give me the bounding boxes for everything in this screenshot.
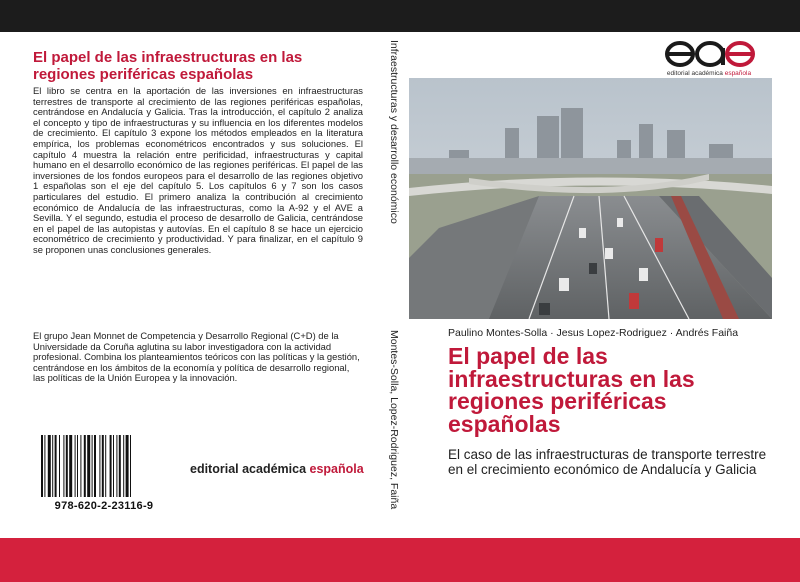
logo-caption-main: editorial académica — [666, 70, 725, 77]
top-band — [0, 0, 800, 32]
spine — [367, 32, 407, 538]
logo-caption — [649, 70, 769, 77]
back-publisher-name — [190, 462, 364, 476]
barcode — [33, 430, 175, 518]
logo-caption-accent: española — [724, 70, 752, 77]
bottom-band — [0, 538, 800, 582]
publisher-accent: española — [309, 462, 364, 476]
back-cover-about: El grupo Jean Monnet de Competencia y Desarrollo Regional (C+D) de la Universidade da Coruña aglutina su labor investigadora con la actividad profesional. Combina los planteamientos teóricos con las políticas y la gestión, centrándose en los ámbitos de la economía y política de desarrollo regional, las políticas de la Unión Europea y la innovación. — [33, 330, 360, 384]
cover-photo-highway — [409, 78, 772, 319]
front-authors: Paulino Montes-Solla · Jesus Lopez-Rodriguez · Andrés Faiña — [448, 327, 739, 339]
back-cover-blurb: El libro se centra en la aportación de las inversiones en infraestructuras terrestres de transporte al crecimiento de las regiones periféricas españolas, centrándose en Andalucía y Galicia. Tras la introducción, el capítulo 2 analiza el concepto y tipo de infraestructuras y su influencia en los diferentes modelos de crecimiento. El capítulo 3 expone los métodos empleados en la literatura empírica, los problemas econométricos encontrados y sus soluciones. El capítulo 4 muestra la relación entre perificidad, infraestructuras y capital humano en el desarrollo económico de las regiones periféricas. El papel de las inversiones de los fondos europeos para el desarrollo de las regiones objetivo 1 españolas son el eje del capítulo 5. Los capítulos 6 y 7 son los casos particulares del estudio. El primero analiza la contribución al crecimiento económico de Andalucía de las infraestructuras, como la A-92 y el AVE a Sevilla. Y el segundo, estudia el proceso de desarrollo de Galicia, centrándose en el papel de las autopistas y autovías. En el capítulo 8 se hace un ejercicio econométrico de crecimiento y productividad. Y para finalizar, en el capítulo 9 se proponen unas conclusiones generales. — [33, 85, 363, 255]
front-title: El papel de las infraestructuras en las regiones periféricas españolas — [448, 343, 695, 437]
barcode-bars — [39, 435, 169, 499]
back-cover-title: El papel de las infraestructuras en las regiones periféricas españolas — [33, 49, 303, 83]
front-subtitle: El caso de las infraestructuras de transporte terrestre en el crecimiento económico de Andalucía y Galicia — [448, 447, 767, 477]
spine-authors: Montes-Solla, Lopez-Rodriguez, Faiña — [388, 330, 400, 510]
spine-title: Infraestructuras y desarrollo económico — [388, 40, 400, 224]
isbn-number: 978-620-2-23116-9 — [54, 500, 154, 512]
publisher-main: editorial académica — [190, 462, 310, 476]
